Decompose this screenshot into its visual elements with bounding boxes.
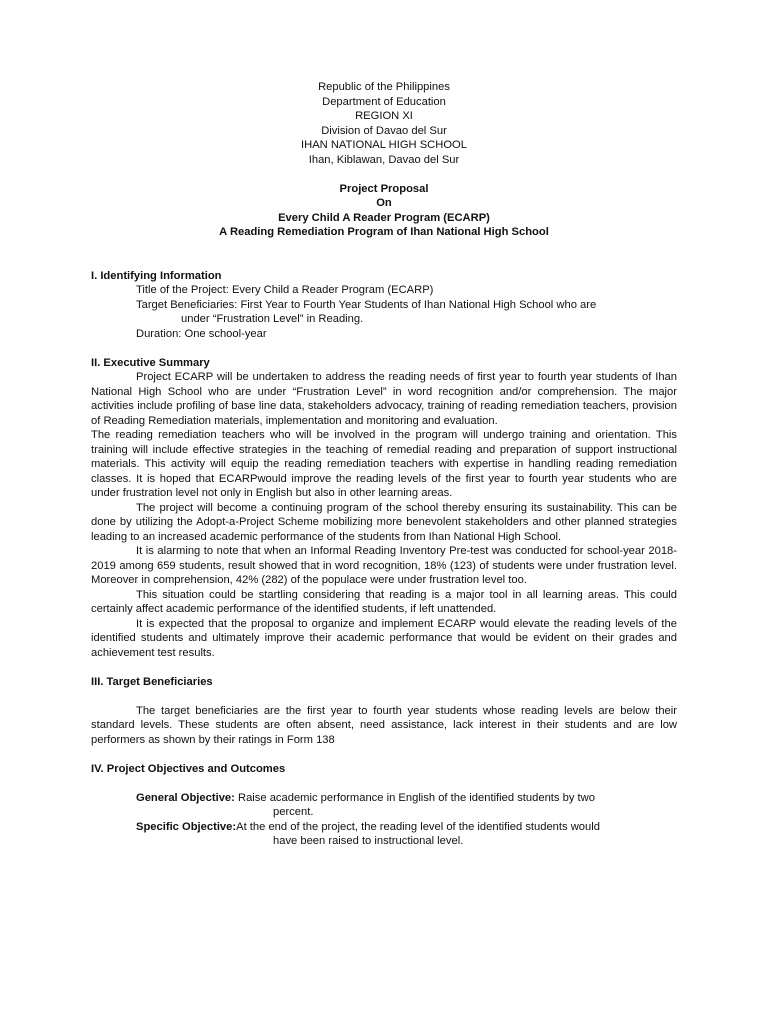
title-line-4: A Reading Remediation Program of Ihan National High School (219, 226, 549, 238)
summary-paragraph: The project will become a continuing program of the school thereby ensuring its sustainability. This can be done by utilizing the Adopt-a-Project Scheme mobilizing more benevolent stakeholders and other planned strategies leading to an increased academic performance of the students from Ihan National High School. (91, 501, 677, 543)
summary-paragraph: The reading remediation teachers who will be involved in the program will undergo training and orientation. This training will include effective strategies in the teaching of remedial reading and preparation of support instructional materials. This activity will equip the reading remediation teachers with expertise in handling reading remediation classes. It is hoped that ECARPwould improve the reading levels of the first year to fourth year students who are under frustration level not only in English but also in other learning areas. (91, 429, 677, 499)
duration-line: Duration: One school-year (136, 327, 267, 340)
beneficiaries-line-cont: under “Frustration Level” in Reading. (181, 313, 364, 325)
letterhead (91, 80, 677, 167)
specific-objective (91, 820, 677, 849)
specific-objective-label: Specific Objective: (136, 820, 237, 833)
header-school: IHAN NATIONAL HIGH SCHOOL (301, 139, 467, 151)
section-heading: III. Target Beneficiaries (91, 675, 213, 688)
specific-objective-text-cont: have been raised to instructional level. (273, 835, 464, 847)
title-line-1: Project Proposal (339, 182, 429, 195)
section-identifying-information (91, 269, 677, 342)
specific-objective-text: At the end of the project, the reading level of the identified students would (236, 820, 600, 833)
proposal-title (91, 182, 677, 240)
project-title-line: Title of the Project: Every Child a Reader Program (ECARP) (136, 284, 434, 296)
beneficiaries-line: Target Beneficiaries: First Year to Fourth Year Students of Ihan National High School who are (136, 298, 597, 311)
section-objectives (91, 762, 677, 849)
title-line-2: On (376, 197, 392, 209)
section-executive-summary (91, 356, 677, 661)
section-heading: IV. Project Objectives and Outcomes (91, 762, 286, 775)
header-department: Department of Education (322, 95, 446, 108)
beneficiaries-paragraph: The target beneficiaries are the first year to fourth year students whose reading levels are below their standard levels. These students are often absent, need assistance, lack interest in their students and are low performers as shown by their ratings in Form 138 (91, 704, 677, 746)
summary-paragraph: It is alarming to note that when an Informal Reading Inventory Pre-test was conducted for school-year 2018-2019 among 659 students, result showed that in word recognition, 18% (123) of students were under frustration level. Moreover in comprehension, 42% (282) of the populace were under frustration level too. (91, 545, 677, 586)
summary-paragraph: This situation could be startling considering that reading is a major tool in all learning areas. This could certainly affect academic performance of the identified students, if left unattended. (91, 588, 677, 615)
summary-paragraph: It is expected that the proposal to organize and implement ECARP would elevate the reading levels of the identified students and ultimately improve their academic performance that would be evident on their grades and achievement test results. (91, 617, 677, 659)
general-objective-text-cont: percent. (273, 806, 314, 818)
section-target-beneficiaries (91, 675, 677, 748)
section-heading: I. Identifying Information (91, 269, 222, 282)
section-heading: II. Executive Summary (91, 356, 210, 369)
summary-paragraph: Project ECARP will be undertaken to address the reading needs of first year to fourth year students of Ihan National High School who are under “Frustration Level” in word recognition and/or comprehension. The major activities include profiling of base line data, stakeholders advocacy, training of reading remediation teachers, provision of Reading Remediation materials, implementation and monitoring and evaluation. (91, 371, 677, 427)
general-objective-text: Raise academic performance in English of the identified students by two (234, 791, 595, 804)
general-objective-label: General Objective: (136, 791, 235, 804)
general-objective (91, 791, 677, 820)
header-republic: Republic of the Philippines (318, 81, 450, 93)
header-region: REGION XI (355, 110, 413, 122)
title-line-3: Every Child A Reader Program (ECARP) (278, 211, 490, 224)
header-division: Division of Davao del Sur (321, 124, 447, 137)
header-address: Ihan, Kiblawan, Davao del Sur (308, 153, 460, 166)
